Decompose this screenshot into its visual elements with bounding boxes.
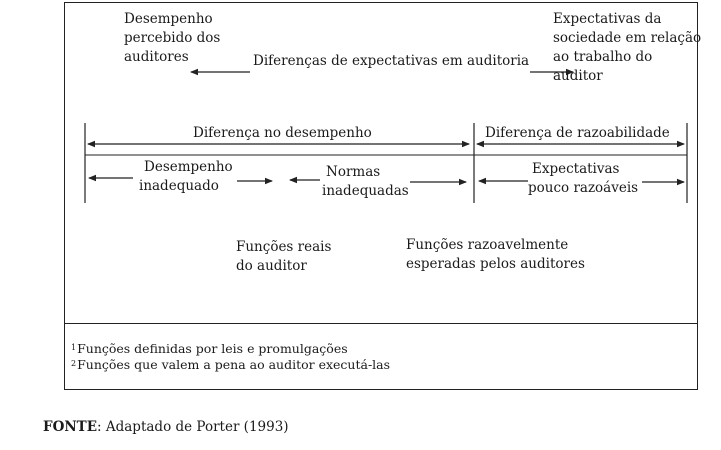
unreasonable-expectations-label: Expectativas pouco razoáveis (528, 161, 639, 196)
actual-duties-label: Funções reais do auditor (236, 239, 332, 274)
inadequate-performance-label: Desempenho inadequado (139, 159, 233, 194)
footnote-2 (71, 356, 390, 373)
source-label: FONTE (43, 419, 98, 435)
expectation-gap-label: Diferenças de expectativas em auditoria (253, 53, 530, 69)
footnote-2-text: Funções que valem a pena ao auditor executá-las (77, 357, 391, 372)
reasonably-expected-duties-label: Funções razoavelmente esperadas pelos auditores (406, 237, 585, 272)
footnote-1-mark: 1 (71, 343, 77, 352)
footnote-1-text: Funções definidas por leis e promulgações (77, 341, 348, 356)
society-expectations-label: Expectativas da sociedade em relação ao trabalho do auditor (553, 11, 702, 84)
footnote-1 (71, 340, 348, 357)
footnote-2-mark: 2 (71, 359, 77, 368)
source-text: : Adaptado de Porter (1993) (97, 419, 289, 435)
perceived-performance-label: Desempenho percebido dos auditores (124, 11, 221, 65)
performance-gap-label: Diferença no desempenho (193, 125, 372, 141)
inadequate-standards-label: Normas inadequadas (322, 164, 409, 199)
reasonableness-gap-label: Diferença de razoabilidade (485, 125, 670, 141)
figure-source (43, 419, 289, 435)
